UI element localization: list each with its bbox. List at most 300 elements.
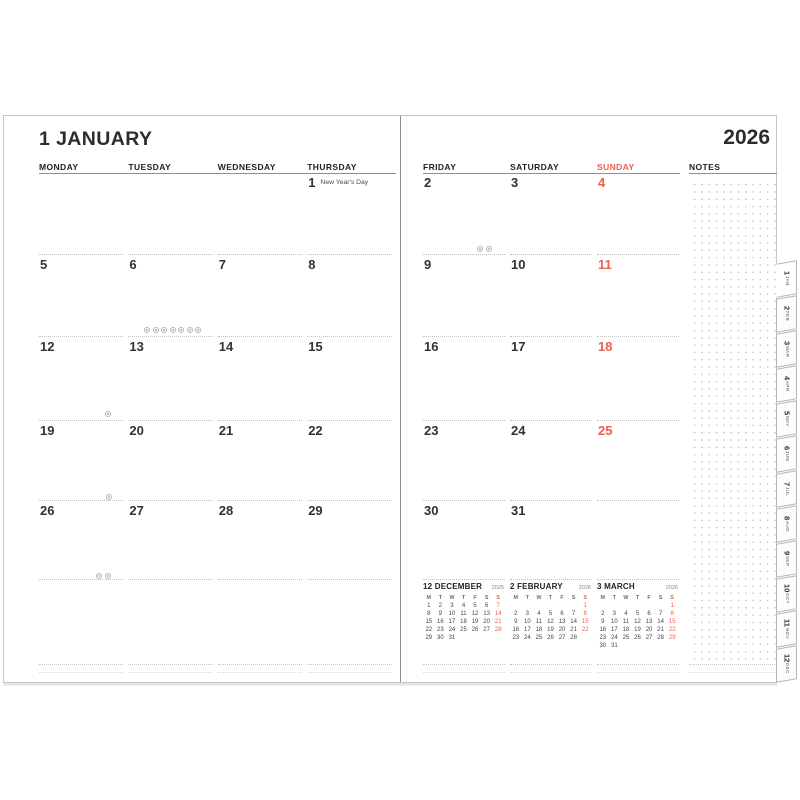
mini-day-number: 2	[601, 610, 605, 617]
date-number: 29	[308, 503, 323, 518]
tab-label	[783, 271, 791, 286]
date-number: 3	[511, 175, 519, 190]
date-number: 19	[40, 423, 55, 438]
moon-phase-icon	[486, 246, 492, 252]
day-cell	[597, 500, 679, 579]
mini-day-number	[492, 635, 504, 642]
day-cell	[128, 420, 212, 500]
tab-label	[783, 619, 791, 639]
moon-phase-stamp-icons	[106, 494, 112, 500]
day-header-friday: FRIDAY	[423, 162, 457, 172]
mini-day-number	[522, 603, 534, 610]
moon-phase-icon	[105, 573, 111, 579]
mini-day-number: 7	[571, 610, 576, 617]
day-cell	[510, 336, 592, 420]
tab-month: OCT	[784, 593, 790, 605]
bottom-line	[39, 664, 123, 665]
row-divider	[307, 579, 391, 580]
day-cell	[510, 420, 592, 500]
mini-day-number: 30	[599, 642, 607, 649]
mini-day-letter: F	[473, 595, 477, 601]
day-cell	[423, 500, 505, 579]
date-number: 17	[511, 339, 526, 354]
moon-phase-stamp-icons	[105, 411, 111, 417]
mini-day-number: 7	[658, 610, 663, 617]
mini-day-number: 28	[657, 634, 664, 641]
mini-day-number	[458, 635, 470, 642]
mini-day-number: 12	[547, 618, 554, 625]
mini-day-number: 23	[512, 634, 520, 641]
tab-month: MAR	[784, 345, 790, 358]
moon-phase-icon	[153, 327, 159, 333]
moon-phase-stamp-icons	[477, 246, 492, 252]
mini-day-number: 26	[471, 626, 479, 633]
mini-day-number: 4	[461, 602, 466, 609]
bottom-line	[689, 672, 777, 673]
mini-day-letter: W	[536, 595, 542, 601]
mini-day-number: 3	[450, 602, 454, 609]
mini-day-number: 6	[647, 610, 651, 617]
mini-day-number	[655, 603, 667, 610]
mini-day-number: 22	[581, 626, 589, 633]
mini-day-number	[556, 603, 568, 610]
mini-day-number: 16	[437, 618, 444, 625]
mini-day-number: 18	[622, 626, 630, 633]
mini-day-number: 22	[425, 626, 433, 633]
tab-may[interactable]	[776, 400, 797, 438]
bottom-line	[39, 672, 123, 673]
bottom-line	[597, 672, 679, 673]
tab-month: NOV	[784, 627, 790, 640]
tab-label	[783, 306, 791, 321]
mini-day-number	[609, 603, 621, 610]
mini-calendar-march	[597, 582, 678, 660]
tab-number: 11	[782, 618, 792, 627]
date-number: 9	[424, 257, 432, 272]
tab-label	[783, 376, 791, 392]
mini-day-number: 6	[560, 610, 564, 617]
mini-day-letter: F	[647, 595, 651, 601]
mini-day-number: 6	[484, 602, 489, 609]
mini-day-number	[545, 603, 557, 610]
moon-phase-icon	[161, 327, 167, 333]
mini-day-number: 3	[612, 610, 617, 617]
day-header-saturday: SATURDAY	[510, 162, 560, 172]
day-cell	[307, 500, 391, 579]
day-header-sunday: SUNDAY	[597, 162, 635, 172]
mini-day-number: 10	[524, 618, 531, 625]
mini-day-number: 28	[494, 626, 502, 633]
mini-day-letter: M	[426, 595, 432, 601]
mini-day-number: 27	[558, 634, 566, 641]
tab-sep[interactable]	[776, 540, 797, 578]
tab-label	[783, 482, 791, 497]
day-cell	[510, 254, 592, 336]
date-number: 21	[218, 423, 234, 438]
mini-day-letter: F	[560, 595, 564, 601]
mini-calendar-title	[597, 582, 678, 591]
mini-day-letter: S	[583, 595, 587, 601]
day-cell	[128, 173, 212, 254]
tab-number: 7	[782, 481, 792, 486]
mini-day-number: 19	[471, 618, 479, 625]
bottom-line	[689, 664, 777, 665]
moon-phase-icon	[105, 411, 111, 417]
mini-day-number: 23	[437, 626, 444, 633]
mini-calendar-year: 2025	[491, 585, 504, 591]
bottom-line	[307, 664, 391, 665]
notes-header: NOTES	[689, 162, 721, 172]
tab-label	[783, 446, 791, 461]
date-number: 30	[424, 503, 439, 518]
mini-day-number: 3	[525, 610, 530, 617]
day-header-monday: MONDAY	[39, 162, 79, 172]
mini-day-number: 17	[611, 626, 618, 633]
tab-month: SEP	[784, 556, 790, 567]
date-number: 16	[424, 339, 439, 354]
tab-label	[783, 584, 791, 604]
mini-day-letter: T	[525, 595, 529, 601]
mini-day-number: 11	[460, 610, 467, 617]
mini-day-number	[597, 603, 609, 610]
mini-day-number: 18	[460, 618, 467, 625]
mini-day-number	[620, 603, 632, 610]
date-number: 11	[598, 257, 612, 272]
date-number: 25	[598, 423, 613, 438]
tab-number: 2	[782, 306, 792, 311]
page-seam-highlight	[406, 116, 407, 682]
bottom-line	[510, 672, 592, 673]
row-divider	[510, 579, 592, 580]
mini-day-number: 23	[599, 634, 607, 641]
date-number: 12	[40, 339, 55, 354]
moon-phase-stamp-icons	[144, 327, 201, 333]
mini-calendar-grid	[423, 595, 504, 642]
mini-day-number: 26	[547, 634, 554, 641]
day-cell	[39, 420, 123, 500]
date-number: 10	[511, 257, 526, 272]
date-number: 27	[129, 503, 144, 518]
date-number: 23	[424, 423, 439, 438]
mini-day-number: 12	[471, 610, 479, 617]
day-cell	[39, 254, 123, 336]
mini-day-number	[469, 635, 481, 642]
tab-month: JUL	[784, 486, 790, 497]
moon-phase-icon	[96, 573, 102, 579]
mini-day-number: 13	[483, 610, 490, 617]
day-cell	[39, 173, 123, 254]
mini-day-letter: T	[461, 595, 466, 601]
tab-number: 5	[782, 411, 792, 416]
day-header-tuesday: TUESDAY	[128, 162, 172, 172]
mini-day-number: 4	[537, 610, 541, 617]
mini-calendar-year: 2026	[665, 585, 678, 591]
mini-calendar-february	[510, 582, 591, 660]
day-cell	[423, 336, 505, 420]
day-cell	[39, 336, 123, 420]
mini-day-letter: T	[635, 595, 640, 601]
date-number: 6	[129, 257, 137, 272]
mini-day-number: 26	[634, 634, 641, 641]
day-cell	[128, 336, 212, 420]
tab-jul[interactable]	[776, 470, 797, 508]
mini-day-number: 5	[635, 610, 640, 617]
moon-phase-icon	[187, 327, 193, 333]
holiday-label: New Year's Day	[320, 178, 369, 186]
day-cell	[218, 336, 302, 420]
moon-phase-icon	[170, 327, 176, 333]
tab-number: 1	[782, 271, 792, 276]
date-number: 7	[218, 257, 227, 272]
mini-day-number: 14	[570, 618, 577, 625]
date-number: 20	[129, 423, 144, 438]
date-number: 2	[424, 175, 432, 190]
mini-day-number: 5	[473, 602, 477, 609]
tab-number: 9	[782, 551, 792, 556]
mini-day-number: 29	[668, 634, 676, 641]
day-cell	[510, 500, 592, 579]
tab-dec[interactable]	[776, 645, 797, 683]
mini-day-number: 1	[427, 602, 431, 609]
tab-aug[interactable]	[776, 505, 797, 543]
date-number: 14	[218, 339, 234, 354]
notes-header-underline	[689, 173, 777, 174]
tab-label	[783, 341, 791, 358]
mini-day-number: 20	[558, 626, 566, 633]
moon-phase-stamp-icons	[96, 573, 111, 579]
mini-day-number: 20	[645, 626, 653, 633]
planner-spread	[3, 115, 777, 683]
mini-day-number: 27	[645, 634, 653, 641]
row-divider	[597, 579, 679, 580]
mini-day-number: 21	[657, 626, 664, 633]
tab-month: FEB	[784, 311, 790, 322]
moon-phase-icon	[144, 327, 150, 333]
mini-day-number: 17	[448, 618, 456, 625]
day-cell	[307, 254, 391, 336]
mini-day-number: 1	[670, 602, 674, 609]
mini-day-number: 19	[547, 626, 554, 633]
mini-day-number	[620, 643, 632, 650]
mini-day-number: 11	[535, 618, 543, 625]
mini-day-number: 21	[494, 618, 502, 625]
tab-number: 6	[782, 446, 792, 451]
tab-number: 4	[782, 376, 792, 381]
tab-number: 3	[782, 340, 792, 345]
date-number: 5	[40, 257, 48, 272]
bottom-line	[423, 672, 505, 673]
tab-feb[interactable]	[776, 295, 797, 333]
moon-phase-icon	[106, 494, 112, 500]
bottom-line	[128, 672, 212, 673]
mini-day-number: 17	[524, 626, 531, 633]
mini-day-number: 14	[657, 618, 664, 625]
mini-day-number: 12	[634, 618, 641, 625]
date-number: 8	[308, 257, 316, 272]
day-cell	[218, 254, 302, 336]
notes-dot-grid	[689, 179, 777, 661]
mini-day-letter: M	[600, 595, 606, 601]
mini-day-number	[579, 635, 591, 642]
tab-jan[interactable]	[776, 260, 797, 298]
day-cell	[128, 500, 212, 579]
mini-day-letter: M	[513, 595, 519, 601]
mini-day-number	[533, 603, 545, 610]
mini-day-number: 24	[524, 634, 531, 641]
mini-calendar-year: 2026	[578, 585, 591, 591]
tab-month: APR	[784, 381, 790, 392]
day-cell	[510, 173, 592, 254]
mini-calendar-month: 3 MARCH	[597, 582, 635, 591]
tab-month: AUG	[784, 521, 790, 533]
mini-day-number: 21	[570, 626, 577, 633]
day-cell	[128, 254, 212, 336]
mini-day-letter: S	[484, 595, 489, 601]
mini-day-number	[643, 643, 655, 650]
mini-day-number: 24	[448, 626, 456, 633]
day-cell	[597, 420, 679, 500]
mini-day-number: 15	[581, 618, 589, 625]
day-cell	[218, 420, 302, 500]
month-title: 1 JANUARY	[39, 128, 153, 150]
date-number: 31	[511, 503, 526, 518]
tab-label	[783, 654, 791, 674]
mini-calendar-december	[423, 582, 504, 660]
mini-day-letter: T	[548, 595, 553, 601]
date-number: 13	[129, 339, 144, 354]
mini-day-number: 28	[570, 634, 577, 641]
mini-day-number: 25	[535, 634, 543, 641]
day-cell	[597, 173, 679, 254]
mini-day-number	[632, 603, 644, 610]
date-number: 28	[218, 503, 234, 518]
mini-day-letter: S	[670, 595, 674, 601]
bottom-line	[423, 664, 505, 665]
mini-day-number	[655, 643, 667, 650]
mini-day-number: 10	[448, 610, 456, 617]
mini-day-number: 31	[448, 634, 456, 641]
day-header-wednesday: WEDNESDAY	[217, 162, 276, 172]
mini-day-number: 10	[611, 618, 618, 625]
tab-month: MAY	[784, 416, 790, 427]
mini-day-letter: W	[449, 595, 455, 601]
bottom-line	[218, 664, 302, 665]
mini-day-number: 8	[670, 610, 674, 617]
day-cell	[597, 254, 679, 336]
mini-day-number	[643, 603, 655, 610]
mini-calendar-title	[510, 582, 591, 591]
mini-day-letter: S	[571, 595, 576, 601]
tab-number: 12	[782, 653, 792, 663]
day-cell	[218, 173, 302, 254]
mini-calendar-month: 2 FEBRUARY	[510, 582, 563, 591]
mini-day-letter: T	[612, 595, 616, 601]
mini-day-number: 15	[425, 618, 433, 625]
day-cell	[597, 336, 679, 420]
date-number: 26	[40, 503, 55, 518]
date-number: 24	[511, 423, 526, 438]
tab-nov[interactable]	[776, 610, 797, 648]
tab-month: JAN	[784, 276, 790, 287]
tab-mar[interactable]	[776, 330, 797, 368]
mini-day-number: 24	[611, 634, 618, 641]
mini-day-number: 25	[622, 634, 630, 641]
mini-calendar-month: 12 DECEMBER	[423, 582, 483, 591]
date-number: 18	[598, 339, 613, 354]
date-number: 15	[308, 339, 323, 354]
moon-phase-icon	[195, 327, 201, 333]
tab-jun[interactable]	[776, 435, 797, 473]
mini-day-number: 31	[611, 642, 618, 649]
bottom-line	[218, 672, 302, 673]
mini-day-number: 16	[512, 626, 520, 633]
mini-day-number: 9	[438, 610, 443, 617]
mini-day-number: 29	[425, 634, 433, 641]
mini-day-number	[481, 635, 493, 642]
mini-day-number: 27	[483, 626, 490, 633]
day-cell	[39, 500, 123, 579]
day-cell	[423, 254, 505, 336]
mini-day-number: 4	[624, 610, 628, 617]
mini-calendar-grid	[510, 595, 591, 642]
tab-month: JUN	[784, 451, 790, 462]
mini-day-number: 16	[599, 626, 607, 633]
tab-apr[interactable]	[776, 365, 797, 403]
tab-label	[783, 411, 791, 427]
year-label: 2026	[723, 126, 770, 149]
date-number: 1	[308, 175, 316, 190]
holiday-cell-content	[308, 176, 391, 189]
mini-calendar-grid	[597, 595, 678, 650]
mini-day-number: 15	[668, 618, 676, 625]
day-cell	[307, 173, 391, 254]
tab-label	[783, 551, 791, 567]
bottom-line	[307, 672, 391, 673]
mini-day-number: 20	[483, 618, 490, 625]
mini-day-number	[568, 603, 580, 610]
mini-day-number: 19	[634, 626, 641, 633]
mini-day-number: 25	[460, 626, 467, 633]
mini-day-number: 8	[583, 610, 587, 617]
mini-day-number: 18	[535, 626, 543, 633]
tab-oct[interactable]	[776, 575, 797, 613]
mini-day-number: 2	[438, 602, 443, 609]
mini-day-number: 9	[514, 618, 518, 625]
mini-day-number: 30	[437, 634, 444, 641]
mini-day-letter: S	[496, 595, 500, 601]
day-cell	[218, 500, 302, 579]
mini-calendar-title	[423, 582, 504, 591]
date-number: 4	[598, 175, 606, 190]
mini-day-number	[510, 603, 522, 610]
mini-day-letter: T	[438, 595, 442, 601]
day-cell	[307, 420, 391, 500]
bottom-line	[597, 664, 679, 665]
mini-day-number: 13	[645, 618, 653, 625]
row-divider	[128, 579, 212, 580]
mini-day-number: 9	[601, 618, 605, 625]
tab-number: 10	[782, 583, 792, 593]
tab-label	[783, 516, 791, 532]
mini-day-number: 8	[427, 610, 431, 617]
tab-number: 8	[782, 515, 792, 520]
bottom-line	[510, 664, 592, 665]
bottom-line	[128, 664, 212, 665]
moon-phase-icon	[477, 246, 483, 252]
mini-day-number: 2	[514, 610, 518, 617]
mini-day-number: 11	[622, 618, 630, 625]
mini-day-number	[666, 643, 678, 650]
